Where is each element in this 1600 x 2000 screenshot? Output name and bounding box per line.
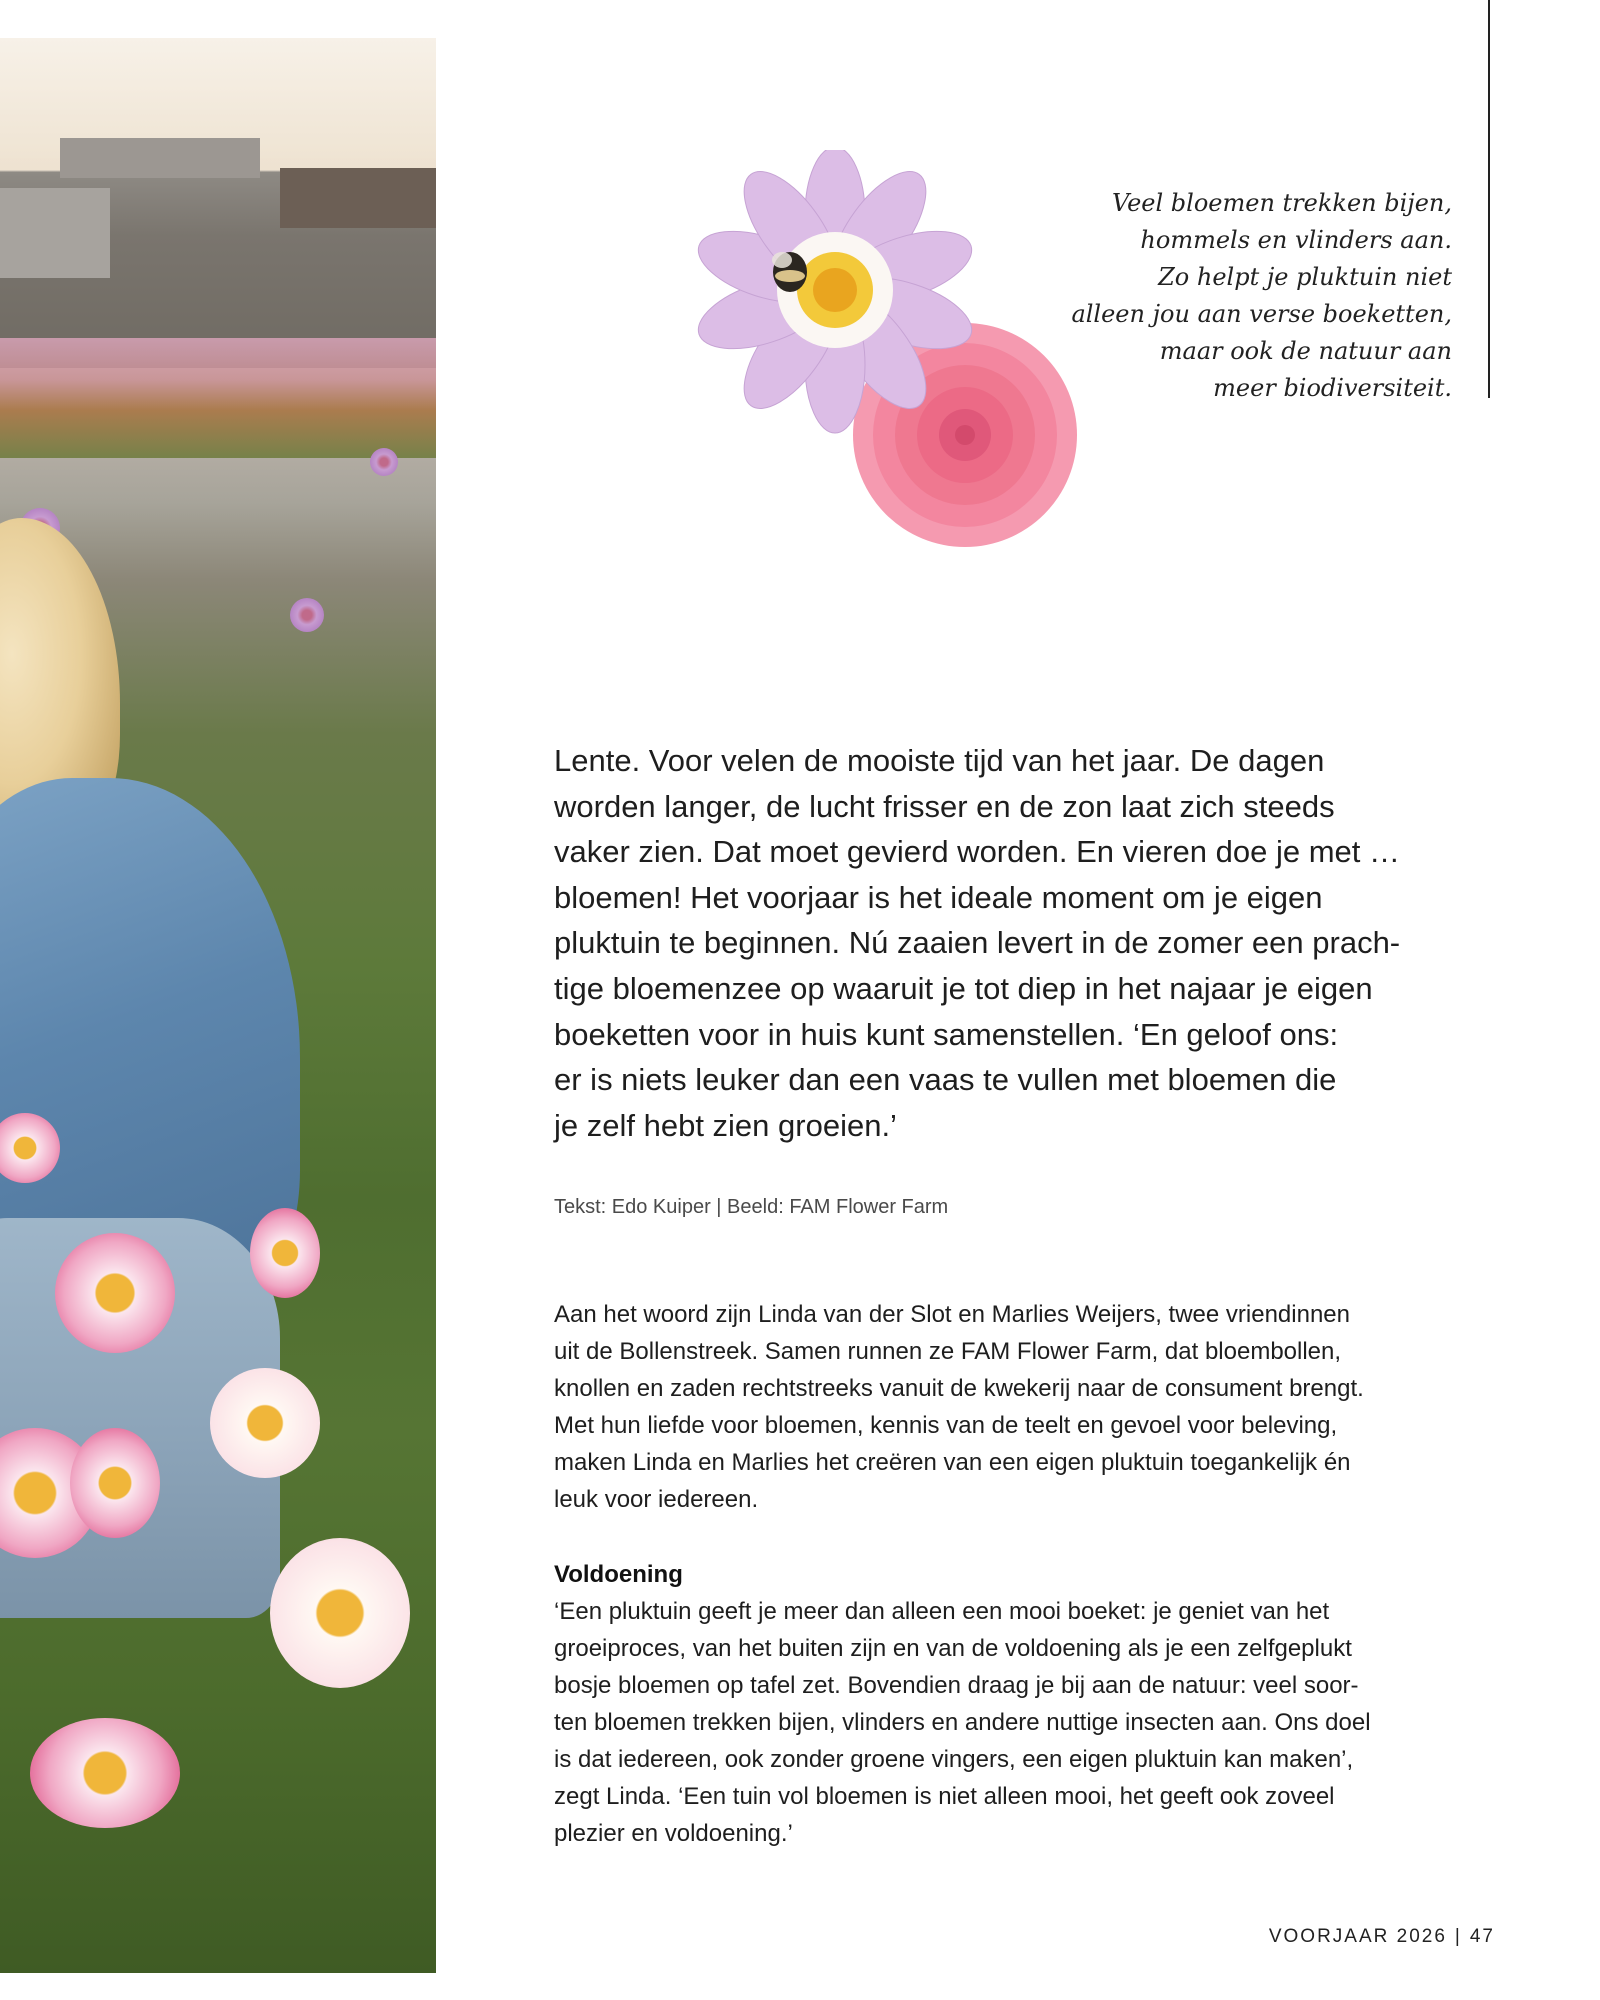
quote-line: meer biodiversiteit.	[1213, 374, 1452, 402]
lead-line: vaker zien. Dat moet gevierd worden. En vieren doe je met …	[554, 834, 1401, 870]
body-line: uit de Bollenstreek. Samen runnen ze FAM Flower Farm, dat bloembollen,	[554, 1338, 1342, 1365]
photo-flower	[290, 598, 324, 632]
photo-house	[280, 168, 436, 228]
lead-line: tige bloemenzee op waaruit je tot diep in het najaar je eigen	[554, 970, 1373, 1006]
photo-flower	[370, 448, 398, 476]
body-line: plezier en voldoening.’	[554, 1820, 793, 1847]
body-line: ‘Een pluktuin geeft je meer dan alleen een mooi boeket: je geniet van het	[554, 1598, 1330, 1625]
photo-flower-field	[0, 338, 436, 458]
body-line: leuk voor iedereen.	[554, 1486, 759, 1513]
photo-flower	[210, 1368, 320, 1478]
lead-line: boeketten voor in huis kunt samenstellen. ‘En geloof ons:	[554, 1016, 1339, 1052]
quote-line: maar ook de natuur aan	[1159, 337, 1452, 365]
photo-flower	[30, 1718, 180, 1828]
lead-line: worden langer, de lucht frisser en de zon laat zich steeds	[554, 788, 1335, 824]
article-credit: Tekst: Edo Kuiper | Beeld: FAM Flower Farm	[554, 1196, 949, 1218]
body-line: ten bloemen trekken bijen, vlinders en andere nuttige insecten aan. Ons doel	[554, 1709, 1371, 1736]
lead-line: er is niets leuker dan een vaas te vullen met bloemen die	[554, 1062, 1337, 1098]
lead-line: bloemen! Het voorjaar is het ideale moment om je eigen	[554, 879, 1323, 915]
lead-line: Lente. Voor velen de mooiste tijd van het jaar. De dagen	[554, 743, 1325, 778]
page-footer	[1269, 1926, 1495, 1948]
body-line: Aan het woord zijn Linda van der Slot en Marlies Weijers, twee vriendinnen	[554, 1301, 1350, 1328]
photo-house	[60, 138, 260, 178]
quote-line: Zo helpt je pluktuin niet	[1158, 263, 1452, 291]
handwritten-quote	[972, 185, 1452, 407]
photo-flower	[250, 1208, 320, 1298]
footer-separator: |	[1454, 1926, 1462, 1947]
body-line: Met hun liefde voor bloemen, kennis van de teelt en gevoel voor beleving,	[554, 1412, 1338, 1439]
lead-paragraph	[554, 738, 1514, 1148]
body-line: groeiproces, van het buiten zijn en van de voldoening als je een zelfgeplukt	[554, 1635, 1352, 1662]
issue-label: VOORJAAR 2026	[1268, 1926, 1447, 1947]
quote-line: Veel bloemen trekken bijen,	[1111, 189, 1452, 217]
photo-flower	[55, 1233, 175, 1353]
lead-line: pluktuin te beginnen. Nú zaaien levert in de zomer een prach-	[554, 925, 1401, 961]
vertical-rule	[1488, 0, 1490, 398]
body-line: maken Linda en Marlies het creëren van een eigen pluktuin toegankelijk én	[554, 1449, 1351, 1476]
section-paragraph	[554, 1593, 1534, 1852]
quote-line: hommels en vlinders aan.	[1140, 226, 1452, 254]
section-heading: Voldoening	[554, 1561, 683, 1588]
lead-line: je zelf hebt zien groeien.’	[554, 1107, 897, 1143]
page-number: 47	[1469, 1926, 1495, 1947]
intro-paragraph	[554, 1296, 1534, 1518]
field-photo	[0, 38, 436, 1973]
photo-house	[0, 188, 110, 278]
body-line: is dat iedereen, ook zonder groene vingers, een eigen pluktuin kan maken’,	[554, 1746, 1354, 1773]
photo-flower	[70, 1428, 160, 1538]
quote-line: alleen jou aan verse boeketten,	[1071, 300, 1452, 328]
body-line: bosje bloemen op tafel zet. Bovendien draag je bij aan de natuur: veel soor-	[554, 1672, 1359, 1699]
body-line: knollen en zaden rechtstreeks vanuit de kwekerij naar de consument brengt.	[554, 1375, 1364, 1402]
body-line: zegt Linda. ‘Een tuin vol bloemen is niet alleen mooi, het geeft ook zoveel	[554, 1783, 1335, 1810]
photo-flower	[270, 1538, 410, 1688]
